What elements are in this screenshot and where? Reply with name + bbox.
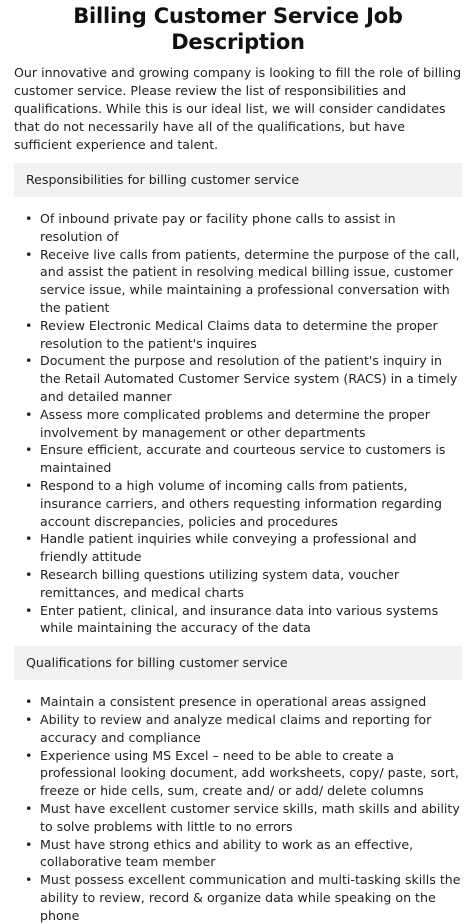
list-item [14,477,462,530]
list-item-text: Research billing questions utilizing system data, voucher remittances, and medical charts [40,566,400,600]
bullet-icon: • [25,442,33,458]
list-item-text: Must have strong ethics and ability to work as an effective, collaborative team member [40,836,414,870]
bullet-icon: • [25,531,33,547]
page-title: Billing Customer Service Job Description [73,4,403,54]
list-item [14,800,462,836]
list-item-text: Handle patient inquiries while conveying a professional and friendly attitude [40,531,417,565]
list-item-text: Must possess excellent communication and multi-tasking skills the ability to review, record & organize data while speaking on the phone [40,872,461,923]
bullet-icon: • [25,317,33,333]
list-item-text: Maintain a consistent presence in operational areas assigned [40,694,427,710]
bullet-icon: • [25,477,33,493]
bullet-icon: • [25,872,33,888]
list-item [14,530,462,566]
list-item-text: Of inbound private pay or facility phone calls to assist in resolution of [40,211,396,244]
list-item [14,693,462,711]
list-item [14,246,462,317]
list-item-text: Respond to a high volume of incoming calls from patients, insurance carriers, and others requesting information regarding account discrepancies, policies and procedures [40,477,442,529]
list-item-text: Enter patient, clinical, and insurance data into various systems while maintaining the accuracy of the data [40,602,439,636]
bullet-icon: • [25,747,33,763]
list-item [14,711,462,747]
list-item-text: Receive live calls from patients, determine the purpose of the call, and assist the patient in resolving medical billing issue, customer service issue, while maintaining a professional conversation with the patient [40,246,460,315]
qualifications-heading: Qualifications for billing customer service [14,646,462,680]
list-item-text: Ensure efficient, accurate and courteous service to customers is maintained [40,442,446,476]
list-item-text: Document the purpose and resolution of the patient's inquiry in the Retail Automated Customer Service system (RACS) in a timely and detailed manner [40,353,458,404]
responsibilities-heading: Responsibilities for billing customer service [14,163,462,197]
bullet-icon: • [25,694,33,710]
list-item [14,441,462,477]
list-item-text: Review Electronic Medical Claims data to determine the proper resolution to the patient's inquires [40,317,438,351]
bullet-icon: • [25,836,33,852]
list-item [14,836,462,872]
bullet-icon: • [25,246,33,262]
bullet-icon: • [25,406,33,422]
bullet-icon: • [25,566,33,582]
bullet-icon: • [25,211,33,226]
intro-paragraph: Our innovative and growing company is looking to fill the role of billing customer service. Please review the list of responsibilities and qualifications. While this is our ideal list, we will consider candidates that do not necessarily have all of the qualifications, but have sufficient experience and talent. [14,65,462,152]
list-item [14,566,462,602]
list-item [14,871,462,924]
responsibilities-list [14,210,462,637]
list-item [14,210,462,246]
list-item [14,747,462,800]
list-item-text: Ability to review and analyze medical claims and reporting for accuracy and compliance [40,711,432,745]
bullet-icon: • [25,711,33,727]
bullet-icon: • [25,800,33,816]
list-item-text: Assess more complicated problems and determine the proper involvement by management or other departments [40,406,430,440]
list-item [14,602,462,638]
list-item-text: Must have excellent customer service skills, math skills and ability to solve problems with little to no errors [40,800,460,834]
list-item [14,317,462,353]
qualifications-list [14,693,462,924]
list-item [14,352,462,405]
bullet-icon: • [25,353,33,369]
list-item [14,406,462,442]
list-item-text: Experience using MS Excel – need to be able to create a professional looking document, add worksheets, copy/ paste, sort, freeze or hide cells, sum, create and/ or add/ delete columns [40,747,459,799]
bullet-icon: • [25,602,33,618]
